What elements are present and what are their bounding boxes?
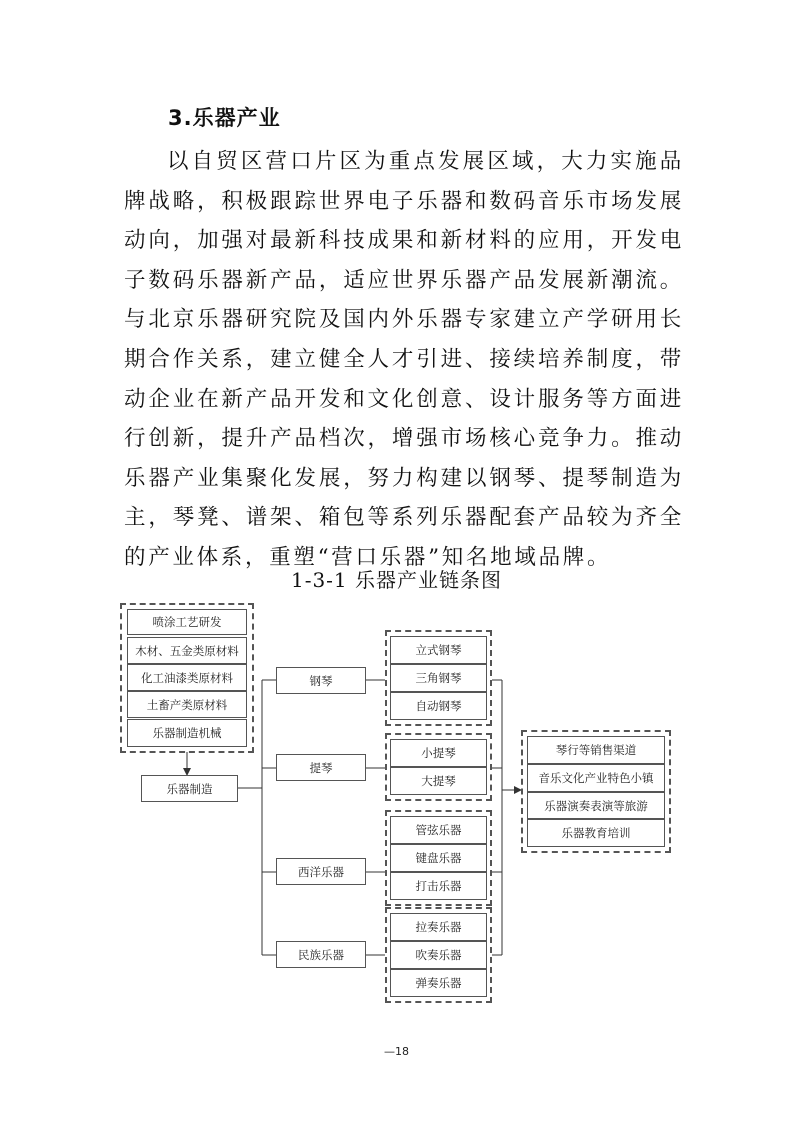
category-western: 西洋乐器 [276, 858, 366, 885]
output-music-town: 音乐文化产业特色小镇 [527, 764, 665, 792]
product-keyboard: 键盘乐器 [390, 844, 487, 872]
product-upright-piano: 立式钢琴 [390, 636, 487, 664]
page-number: —18 [384, 1045, 409, 1058]
output-performance-tourism: 乐器演奏表演等旅游 [527, 792, 665, 819]
product-wind: 吹奏乐器 [390, 941, 487, 969]
hub-instrument-manufacturing: 乐器制造 [141, 775, 238, 802]
product-cello: 大提琴 [390, 767, 487, 795]
category-violin: 提琴 [276, 754, 366, 781]
product-bowed: 拉奏乐器 [390, 913, 487, 941]
output-education-training: 乐器教育培训 [527, 819, 665, 847]
input-spray-process: 喷涂工艺研发 [127, 609, 247, 635]
output-sales-channels: 琴行等销售渠道 [527, 736, 665, 764]
category-piano: 钢琴 [276, 667, 366, 694]
input-manufacturing-machinery: 乐器制造机械 [127, 719, 247, 747]
input-animal-products: 土畜产类原材料 [127, 691, 247, 718]
input-chemical-paint: 化工油漆类原材料 [127, 664, 247, 691]
input-wood-hardware: 木材、五金类原材料 [127, 637, 247, 664]
section-heading: 3.乐器产业 [168, 106, 281, 130]
product-grand-piano: 三角钢琴 [390, 664, 487, 692]
product-orchestral: 管弦乐器 [390, 816, 487, 844]
category-ethnic: 民族乐器 [276, 941, 366, 968]
figure-caption: 1-3-1 乐器产业链条图 [290, 568, 503, 592]
product-plucked: 弹奏乐器 [390, 969, 487, 997]
product-percussion: 打击乐器 [390, 872, 487, 900]
product-player-piano: 自动钢琴 [390, 692, 487, 720]
body-paragraph: 以自贸区营口片区为重点发展区域，大力实施品牌战略，积极跟踪世界电子乐器和数码音乐市场发展动向，加强对最新科技成果和新材料的应用，开发电子数码乐器新产品，适应世界乐器产品发展新潮流。与北京乐器研究院及国内外乐器专家建立产学研用长期合作关系，建立健全人才引进、接续培养制度，带动企业在新产品开发和文化创意、设计服务等方面进行创新，提升产品档次，增强市场核心竞争力。推动乐器产业集聚化发展，努力构建以钢琴、提琴制造为主，琴凳、谱架、箱包等系列乐器配套产品较为齐全的产业体系，重塑“营口乐器”知名地域品牌。 [124, 149, 684, 570]
product-violin: 小提琴 [390, 739, 487, 767]
